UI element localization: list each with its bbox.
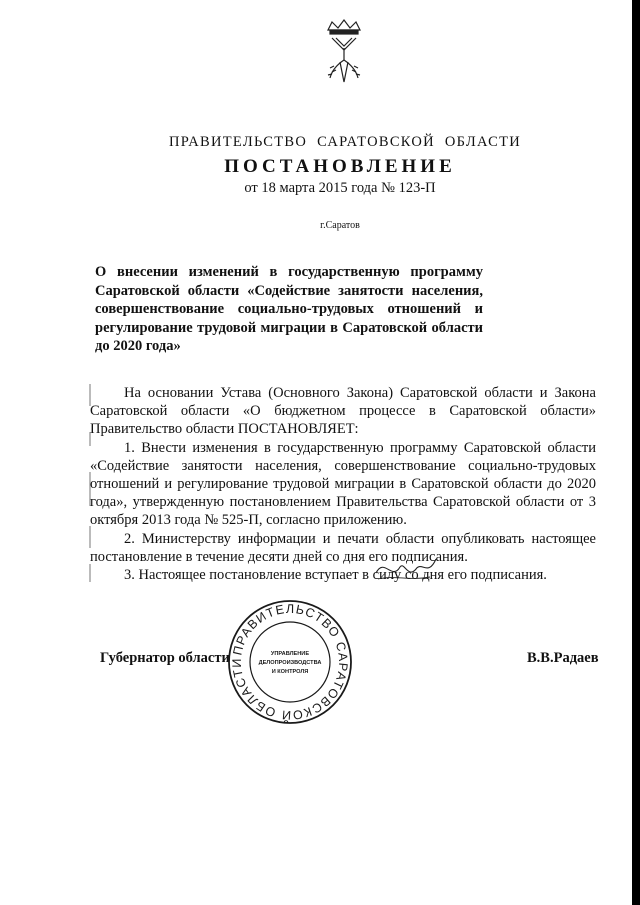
clause-1-paragraph: 1. Внести изменения в государственную программу Саратовской области «Содействие занятости населения, совершенствование социально-трудовых отношений и регулирование трудовой миграции в Саратовской области до 2020 года», утвержденную постановлением Правительства Саратовской области от 3 октября 2013 года № 525-П, согласно приложению.: [90, 439, 596, 529]
decree-body: [90, 384, 596, 584]
clause-2-paragraph: 2. Министерству информации и печати области опубликовать настоящее постановление в течение десяти дней со дня его подписания.: [90, 530, 596, 565]
city-label: г.Саратов: [320, 220, 360, 231]
official-stamp: [226, 598, 354, 726]
decree-subject: О внесении изменений в государственную программу Саратовской области «Содействие занятости населения, совершенствование социально-трудовых отношений и регулирование трудовой миграции в Саратовской области до 2020 года»: [95, 264, 483, 354]
coat-of-arms-icon: [318, 18, 370, 88]
document-type-title: ПОСТАНОВЛЕНИЕ: [224, 156, 456, 177]
stamp-inner-line: И КОНТРОЛЯ: [271, 669, 309, 675]
stamp-inner-line: ДЕЛОПРОИЗВОДСТВА: [258, 660, 322, 666]
stamp-inner-line: УПРАВЛЕНИЕ: [270, 651, 310, 657]
scan-edge-bar: [632, 0, 640, 905]
preamble-paragraph: На основании Устава (Основного Закона) Саратовской области и Закона Саратовской области «О бюджетном процессе в Саратовской области» Правительство области ПОСТАНОВЛЯЕТ:: [90, 385, 596, 438]
signatory-name: В.В.Радаев: [527, 650, 599, 666]
stamp-outer-text: ПРАВИТЕЛЬСТВО САРАТОВСКОЙ ОБЛАСТИ: [229, 601, 351, 723]
decree-date-number: от 18 марта 2015 года № 123-П: [244, 180, 436, 196]
government-name: ПРАВИТЕЛЬСТВО САРАТОВСКОЙ ОБЛАСТИ: [168, 134, 522, 150]
signatory-position: Губернатор области: [100, 650, 230, 666]
handwritten-signature: [370, 551, 440, 587]
clause-3-paragraph: 3. Настоящее постановление вступает в силу со дня его подписания.: [124, 567, 547, 584]
